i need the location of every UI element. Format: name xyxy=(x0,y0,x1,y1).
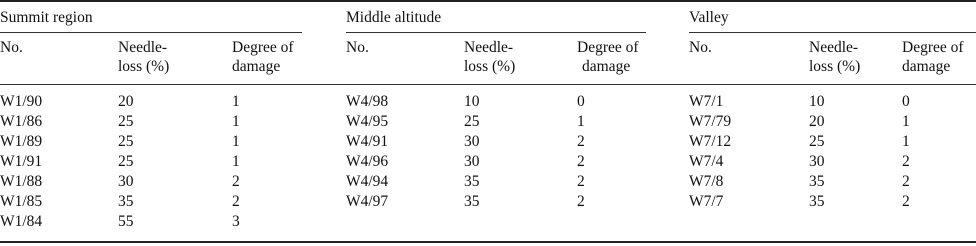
cell-no: W7/12 xyxy=(689,133,732,150)
col-header-needle-loss xyxy=(809,38,860,76)
cell-no: W7/1 xyxy=(689,93,724,110)
col-header-needle-loss-line1: Needle- xyxy=(464,39,514,56)
cell-needle-loss: 25 xyxy=(118,133,134,150)
cell-needle-loss: 55 xyxy=(118,213,134,230)
cell-needle-loss: 20 xyxy=(809,113,825,130)
cell-no: W1/90 xyxy=(0,93,43,110)
cell-no: W7/8 xyxy=(689,173,724,190)
cell-damage: 0 xyxy=(577,93,585,110)
cell-damage: 1 xyxy=(577,113,585,130)
table-bottom-rule xyxy=(0,241,976,243)
cell-no: W1/84 xyxy=(0,213,43,230)
col-header-damage-line1: Degree of xyxy=(232,39,294,56)
cell-needle-loss: 10 xyxy=(464,93,480,110)
cell-needle-loss: 10 xyxy=(809,93,825,110)
group-rule xyxy=(346,32,646,33)
cell-needle-loss: 20 xyxy=(118,93,134,110)
col-header-damage-line1: Degree of xyxy=(902,39,964,56)
col-header-damage xyxy=(902,38,964,76)
group-title: Summit region xyxy=(0,9,93,26)
cell-needle-loss: 35 xyxy=(464,193,480,210)
col-header-needle-loss-line1: Needle- xyxy=(118,39,168,56)
col-header-damage-line2: damage xyxy=(902,58,951,75)
col-header-damage-line1: Degree of xyxy=(577,39,639,56)
cell-no: W7/7 xyxy=(689,193,724,210)
cell-damage: 1 xyxy=(902,133,910,150)
cell-damage: 0 xyxy=(902,93,910,110)
cell-no: W1/86 xyxy=(0,113,43,130)
cell-no: W1/88 xyxy=(0,173,43,190)
group-rule xyxy=(0,32,302,33)
cell-no: W4/96 xyxy=(346,153,389,170)
col-header-damage-line2: damage xyxy=(232,58,281,75)
cell-needle-loss: 25 xyxy=(118,113,134,130)
cell-damage: 1 xyxy=(232,133,240,150)
cell-needle-loss: 35 xyxy=(464,173,480,190)
cell-damage: 2 xyxy=(232,173,240,190)
col-header-needle-loss-line2: loss (%) xyxy=(464,58,516,75)
col-header-no: No. xyxy=(689,39,712,56)
col-header-no: No. xyxy=(346,39,369,56)
cell-no: W7/4 xyxy=(689,153,724,170)
col-header-needle-loss-line2: loss (%) xyxy=(809,58,861,75)
col-header-no: No. xyxy=(0,39,23,56)
cell-no: W4/91 xyxy=(346,133,389,150)
cell-needle-loss: 30 xyxy=(809,153,825,170)
cell-damage: 2 xyxy=(902,153,910,170)
col-header-needle-loss xyxy=(464,38,515,76)
cell-needle-loss: 25 xyxy=(118,153,134,170)
cell-needle-loss: 25 xyxy=(464,113,480,130)
cell-damage: 1 xyxy=(232,93,240,110)
cell-damage: 2 xyxy=(577,193,585,210)
cell-damage: 3 xyxy=(232,213,240,230)
cell-no: W4/95 xyxy=(346,113,389,130)
cell-damage: 2 xyxy=(577,153,585,170)
cell-no: W1/91 xyxy=(0,153,43,170)
col-header-needle-loss-line1: Needle- xyxy=(809,39,859,56)
col-header-needle-loss-line2: loss (%) xyxy=(118,58,170,75)
col-header-needle-loss xyxy=(118,38,169,76)
cell-damage: 2 xyxy=(902,173,910,190)
col-header-damage-line2: damage xyxy=(582,58,631,75)
group-rule xyxy=(689,32,976,33)
cell-needle-loss: 35 xyxy=(809,173,825,190)
table-top-rule xyxy=(0,0,976,2)
header-bottom-rule xyxy=(0,84,976,85)
cell-damage: 1 xyxy=(232,153,240,170)
cell-damage: 2 xyxy=(902,193,910,210)
cell-damage: 1 xyxy=(902,113,910,130)
cell-damage: 2 xyxy=(577,173,585,190)
cell-needle-loss: 30 xyxy=(464,133,480,150)
cell-damage: 1 xyxy=(232,113,240,130)
group-title: Valley xyxy=(689,9,729,26)
cell-needle-loss: 25 xyxy=(809,133,825,150)
cell-damage: 2 xyxy=(232,193,240,210)
cell-no: W7/79 xyxy=(689,113,732,130)
cell-no: W4/98 xyxy=(346,93,389,110)
cell-needle-loss: 35 xyxy=(118,193,134,210)
group-title: Middle altitude xyxy=(346,9,442,26)
cell-no: W1/85 xyxy=(0,193,43,210)
cell-no: W4/94 xyxy=(346,173,389,190)
cell-no: W4/97 xyxy=(346,193,389,210)
cell-needle-loss: 30 xyxy=(118,173,134,190)
cell-needle-loss: 30 xyxy=(464,153,480,170)
col-header-damage xyxy=(577,38,639,76)
col-header-damage xyxy=(232,38,294,76)
cell-damage: 2 xyxy=(577,133,585,150)
cell-no: W1/89 xyxy=(0,133,43,150)
cell-needle-loss: 35 xyxy=(809,193,825,210)
